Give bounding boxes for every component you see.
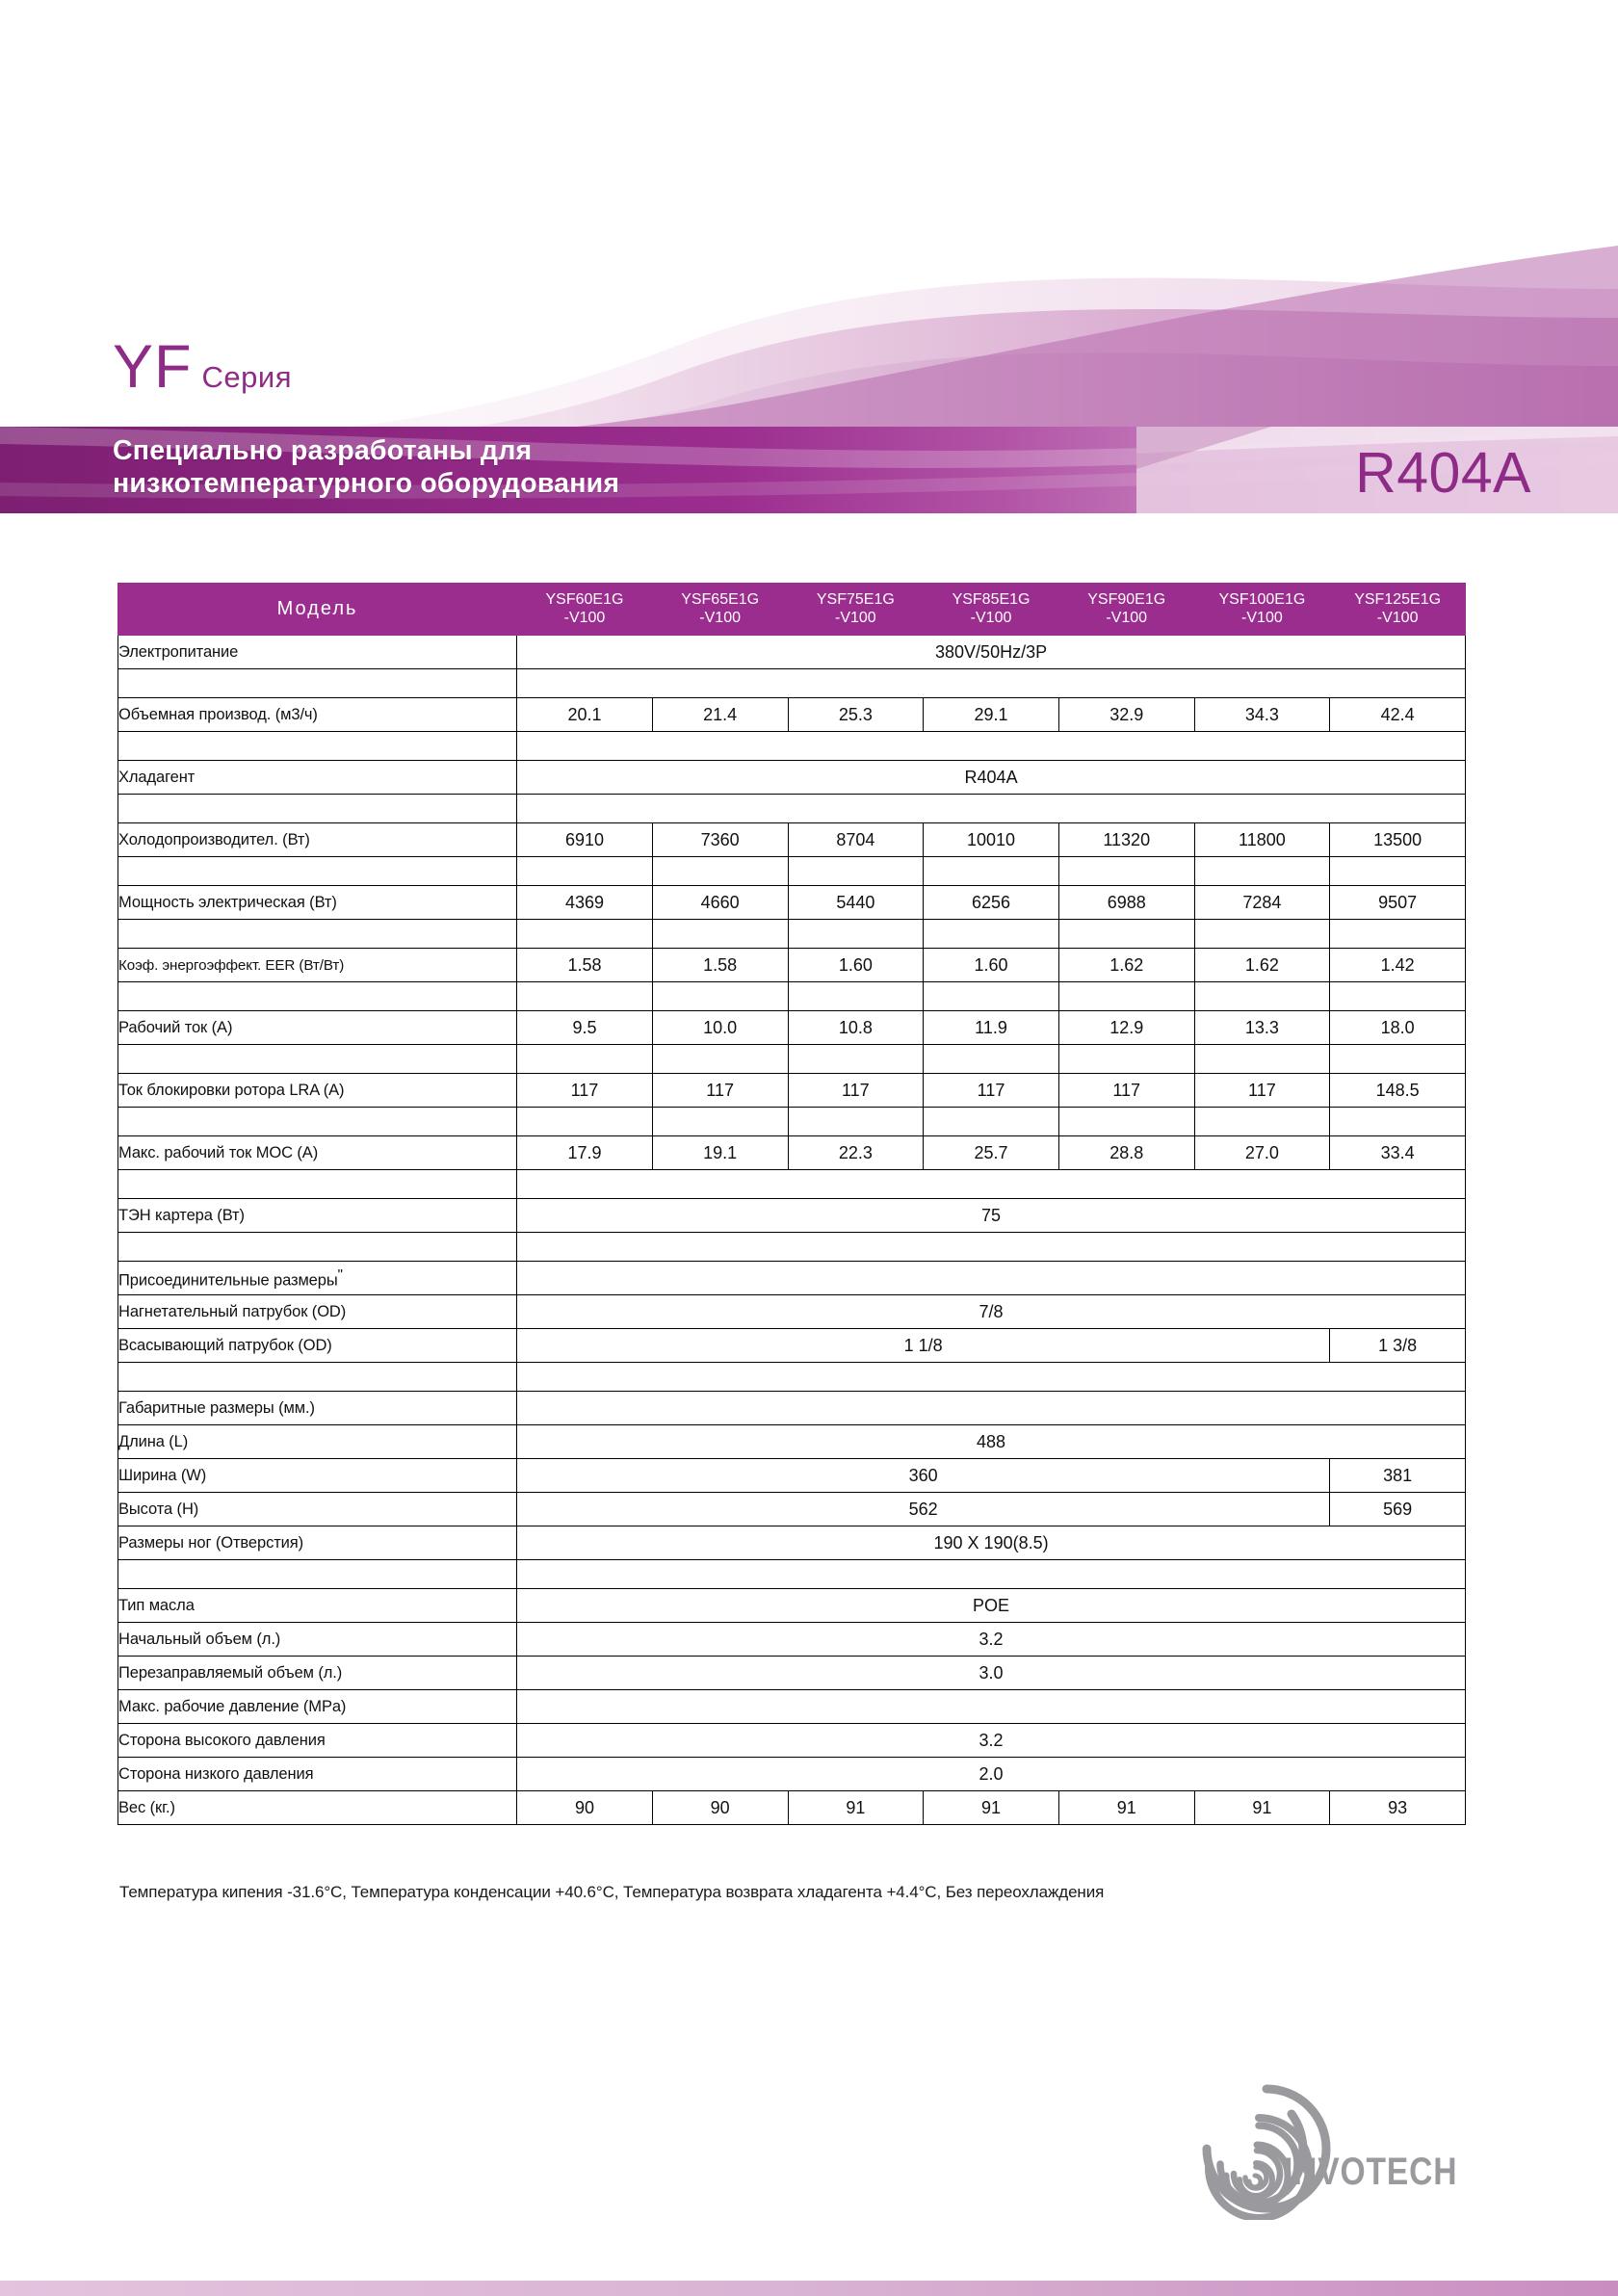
row-spacer xyxy=(118,982,1466,1011)
tagline-line-1: Специально разработаны для xyxy=(113,435,533,466)
cell: 10.0 xyxy=(652,1011,788,1045)
cell: 22.3 xyxy=(788,1136,924,1170)
cell: 6910 xyxy=(517,823,653,857)
cell: 7360 xyxy=(652,823,788,857)
spacer-cell xyxy=(517,1108,653,1136)
cell: 1.42 xyxy=(1330,949,1466,982)
conditions-footnote: Температура кипения -31.6°C, Температура конденсации +40.6°C, Температура возврата хладагента +4.4°C, Без переохлаждения xyxy=(119,1883,1105,1901)
row-value-merged-6: 562 xyxy=(517,1493,1330,1526)
cell: 4369 xyxy=(517,886,653,920)
cell: 27.0 xyxy=(1194,1136,1330,1170)
cell: 1.62 xyxy=(1194,949,1330,982)
refrigerant-badge: R404A xyxy=(1355,441,1531,505)
row-power-input xyxy=(118,886,1466,920)
row-value-merged: 190 X 190(8.5) xyxy=(517,1526,1466,1560)
cell: 4660 xyxy=(652,886,788,920)
cell: 32.9 xyxy=(1058,698,1194,732)
row-value-merged: 2.0 xyxy=(517,1758,1466,1791)
header-model-label: Модель xyxy=(118,584,517,636)
row-high-pressure-side xyxy=(118,1724,1466,1758)
specification-table xyxy=(117,583,1466,1825)
row-label: Макс. рабочий ток MOC (А) xyxy=(118,1136,517,1170)
row-value-merged: POE xyxy=(517,1589,1466,1623)
row-spacer xyxy=(118,920,1466,949)
row-label: Рабочий ток (А) xyxy=(118,1011,517,1045)
bottom-stripe xyxy=(0,2271,1618,2296)
spacer-value xyxy=(517,732,1466,761)
cell: 117 xyxy=(1058,1074,1194,1108)
row-weight xyxy=(118,1791,1466,1825)
row-value-merged xyxy=(517,1392,1466,1425)
cell: 19.1 xyxy=(652,1136,788,1170)
row-label: Электропитание xyxy=(118,636,517,669)
row-power-supply xyxy=(118,636,1466,669)
row-running-current xyxy=(118,1011,1466,1045)
spacer-cell xyxy=(652,1108,788,1136)
row-oil-type xyxy=(118,1589,1466,1623)
logo-wordmark: INVOTECH xyxy=(1284,2151,1458,2193)
row-label: Макс. рабочие давление (MPa) xyxy=(118,1690,517,1724)
cell: 25.3 xyxy=(788,698,924,732)
row-label: Ширина (W) xyxy=(118,1459,517,1493)
header-model-0: YSF60E1G -V100 xyxy=(517,584,653,636)
cell: 11.9 xyxy=(924,1011,1059,1045)
row-discharge-port xyxy=(118,1295,1466,1329)
inch-mark: " xyxy=(337,1265,343,1283)
row-crankcase-heater xyxy=(118,1199,1466,1233)
spacer-cell xyxy=(1058,1045,1194,1074)
row-label: Объемная производ. (м3/ч) xyxy=(118,698,517,732)
cell: 117 xyxy=(788,1074,924,1108)
cell: 12.9 xyxy=(1058,1011,1194,1045)
spacer-value xyxy=(517,1363,1466,1392)
spacer-cell xyxy=(1058,920,1194,949)
row-label xyxy=(118,1262,517,1295)
row-spacer xyxy=(118,1108,1466,1136)
cell: 117 xyxy=(652,1074,788,1108)
row-value-merged: 75 xyxy=(517,1199,1466,1233)
row-displacement xyxy=(118,698,1466,732)
row-label: Перезаправляемый объем (л.) xyxy=(118,1657,517,1690)
spacer-cell xyxy=(652,857,788,886)
cell: 34.3 xyxy=(1194,698,1330,732)
series-word: Серия xyxy=(201,360,292,394)
row-value-merged: 488 xyxy=(517,1425,1466,1459)
cell: 1.58 xyxy=(517,949,653,982)
spacer-cell xyxy=(517,857,653,886)
spacer-cell xyxy=(1058,1108,1194,1136)
row-locked-rotor-current xyxy=(118,1074,1466,1108)
row-value-last: 569 xyxy=(1330,1493,1466,1526)
cell: 91 xyxy=(924,1791,1059,1825)
cell: 11800 xyxy=(1194,823,1330,857)
row-connections-heading xyxy=(118,1262,1466,1295)
spacer-cell xyxy=(652,920,788,949)
spacer-cell xyxy=(788,1045,924,1074)
cell: 1.60 xyxy=(788,949,924,982)
series-title-block xyxy=(113,333,292,401)
row-low-pressure-side xyxy=(118,1758,1466,1791)
row-feet-dimensions xyxy=(118,1526,1466,1560)
cell: 1.62 xyxy=(1058,949,1194,982)
row-value-merged: 7/8 xyxy=(517,1295,1466,1329)
row-value-merged: R404A xyxy=(517,761,1466,795)
spacer-value xyxy=(517,669,1466,698)
spacer-cell xyxy=(652,982,788,1011)
row-label: Всасывающий патрубок (OD) xyxy=(118,1329,517,1363)
row-value-last: 381 xyxy=(1330,1459,1466,1493)
cell: 1.58 xyxy=(652,949,788,982)
header-model-2: YSF75E1G -V100 xyxy=(788,584,924,636)
row-label: Длина (L) xyxy=(118,1425,517,1459)
cell: 1.60 xyxy=(924,949,1059,982)
cell: 10010 xyxy=(924,823,1059,857)
row-label: Хладагент xyxy=(118,761,517,795)
row-spacer xyxy=(118,795,1466,823)
row-spacer xyxy=(118,1560,1466,1589)
cell: 21.4 xyxy=(652,698,788,732)
cell: 117 xyxy=(924,1074,1059,1108)
spacer-cell xyxy=(652,1045,788,1074)
row-spacer xyxy=(118,857,1466,886)
cell: 9.5 xyxy=(517,1011,653,1045)
spacer-cell xyxy=(517,982,653,1011)
spacer-cell xyxy=(1330,982,1466,1011)
cell: 33.4 xyxy=(1330,1136,1466,1170)
cell: 11320 xyxy=(1058,823,1194,857)
cell: 6988 xyxy=(1058,886,1194,920)
header-model-5: YSF100E1G -V100 xyxy=(1194,584,1330,636)
spacer-label xyxy=(118,669,517,698)
cell: 6256 xyxy=(924,886,1059,920)
row-spacer xyxy=(118,669,1466,698)
row-width xyxy=(118,1459,1466,1493)
spacer-label xyxy=(118,795,517,823)
row-label: Сторона высокого давления xyxy=(118,1724,517,1758)
row-dimensions-heading xyxy=(118,1392,1466,1425)
cell: 10.8 xyxy=(788,1011,924,1045)
row-label: Холодопроизводител. (Вт) xyxy=(118,823,517,857)
spacer-cell xyxy=(924,1045,1059,1074)
row-spacer xyxy=(118,732,1466,761)
row-oil-recharge xyxy=(118,1657,1466,1690)
row-label: Начальный объем (л.) xyxy=(118,1623,517,1657)
cell: 13500 xyxy=(1330,823,1466,857)
spacer-cell xyxy=(924,920,1059,949)
spiral-icon xyxy=(1170,2075,1363,2220)
row-length xyxy=(118,1425,1466,1459)
header-model-3: YSF85E1G -V100 xyxy=(924,584,1059,636)
header-model-4: YSF90E1G -V100 xyxy=(1058,584,1194,636)
row-oil-initial-charge xyxy=(118,1623,1466,1657)
row-label: ТЭН картера (Вт) xyxy=(118,1199,517,1233)
row-value-merged: 3.2 xyxy=(517,1724,1466,1758)
row-value-merged xyxy=(517,1262,1466,1295)
specification-table-wrapper xyxy=(117,583,1466,1825)
cell: 93 xyxy=(1330,1791,1466,1825)
cell: 91 xyxy=(1058,1791,1194,1825)
spacer-cell xyxy=(1330,1045,1466,1074)
spacer-value xyxy=(517,1233,1466,1262)
spacer-label xyxy=(118,1233,517,1262)
cell: 17.9 xyxy=(517,1136,653,1170)
cell: 117 xyxy=(1194,1074,1330,1108)
row-value-merged: 380V/50Hz/3P xyxy=(517,636,1466,669)
row-label: Сторона низкого давления xyxy=(118,1758,517,1791)
cell: 5440 xyxy=(788,886,924,920)
row-label: Коэф. энергоэффект. EER (Вт/Вт) xyxy=(118,949,517,982)
cell: 7284 xyxy=(1194,886,1330,920)
table-header-row xyxy=(118,584,1466,636)
row-spacer xyxy=(118,1233,1466,1262)
row-spacer xyxy=(118,1045,1466,1074)
spacer-cell xyxy=(788,920,924,949)
cell: 117 xyxy=(517,1074,653,1108)
row-label: Тип масла xyxy=(118,1589,517,1623)
spacer-cell xyxy=(1194,920,1330,949)
cell: 9507 xyxy=(1330,886,1466,920)
spacer-label xyxy=(118,1170,517,1199)
cell: 28.8 xyxy=(1058,1136,1194,1170)
spacer-cell xyxy=(517,1045,653,1074)
cell: 91 xyxy=(788,1791,924,1825)
row-label: Вес (кг.) xyxy=(118,1791,517,1825)
row-spacer xyxy=(118,1363,1466,1392)
cell: 42.4 xyxy=(1330,698,1466,732)
row-max-operating-current xyxy=(118,1136,1466,1170)
spacer-cell xyxy=(1058,857,1194,886)
tagline-line-2: низкотемпературного оборудования xyxy=(113,467,620,499)
cell: 148.5 xyxy=(1330,1074,1466,1108)
spacer-value xyxy=(517,1170,1466,1199)
header-model-6: YSF125E1G -V100 xyxy=(1330,584,1466,636)
cell: 91 xyxy=(1194,1791,1330,1825)
row-label: Нагнетательный патрубок (OD) xyxy=(118,1295,517,1329)
spacer-cell xyxy=(924,857,1059,886)
row-height xyxy=(118,1493,1466,1526)
spacer-cell xyxy=(517,920,653,949)
row-value-merged-6: 1 1/8 xyxy=(517,1329,1330,1363)
spacer-cell xyxy=(788,857,924,886)
spacer-cell xyxy=(788,982,924,1011)
spacer-label xyxy=(118,982,517,1011)
spacer-cell xyxy=(1330,1108,1466,1136)
spacer-label xyxy=(118,1363,517,1392)
spacer-cell xyxy=(1194,1045,1330,1074)
spacer-label xyxy=(118,1045,517,1074)
banner-tagline xyxy=(113,435,619,500)
spacer-cell xyxy=(1194,1108,1330,1136)
row-suction-port xyxy=(118,1329,1466,1363)
header-model-1: YSF65E1G -V100 xyxy=(652,584,788,636)
spacer-cell xyxy=(1194,857,1330,886)
row-eer xyxy=(118,949,1466,982)
row-spacer xyxy=(118,1170,1466,1199)
spacer-label xyxy=(118,920,517,949)
cell: 29.1 xyxy=(924,698,1059,732)
row-value-merged xyxy=(517,1690,1466,1724)
row-cooling-capacity xyxy=(118,823,1466,857)
cell: 25.7 xyxy=(924,1136,1059,1170)
row-label: Размеры ног (Отверстия) xyxy=(118,1526,517,1560)
spacer-label xyxy=(118,732,517,761)
row-label: Мощность электрическая (Вт) xyxy=(118,886,517,920)
spacer-value xyxy=(517,795,1466,823)
row-label: Габаритные размеры (мм.) xyxy=(118,1392,517,1425)
row-label: Высота (H) xyxy=(118,1493,517,1526)
spacer-cell xyxy=(1330,920,1466,949)
row-value-merged-6: 360 xyxy=(517,1459,1330,1493)
row-value-last: 1 3/8 xyxy=(1330,1329,1466,1363)
spacer-label xyxy=(118,1108,517,1136)
spacer-value xyxy=(517,1560,1466,1589)
cell: 90 xyxy=(517,1791,653,1825)
row-value-merged: 3.0 xyxy=(517,1657,1466,1690)
spacer-cell xyxy=(1330,857,1466,886)
row-value-merged: 3.2 xyxy=(517,1623,1466,1657)
row-refrigerant xyxy=(118,761,1466,795)
spacer-cell xyxy=(924,1108,1059,1136)
connections-label-text: Присоединительные размеры xyxy=(118,1271,338,1290)
cell: 20.1 xyxy=(517,698,653,732)
spacer-label xyxy=(118,857,517,886)
series-code: YF xyxy=(113,333,193,401)
cell: 90 xyxy=(652,1791,788,1825)
spacer-cell xyxy=(788,1108,924,1136)
spacer-label xyxy=(118,1560,517,1589)
cell: 8704 xyxy=(788,823,924,857)
cell: 18.0 xyxy=(1330,1011,1466,1045)
invotech-logo xyxy=(1170,2075,1488,2220)
spacer-cell xyxy=(924,982,1059,1011)
row-max-pressure-heading xyxy=(118,1690,1466,1724)
row-label: Ток блокировки ротора LRA (А) xyxy=(118,1074,517,1108)
spacer-cell xyxy=(1058,982,1194,1011)
cell: 13.3 xyxy=(1194,1011,1330,1045)
spacer-cell xyxy=(1194,982,1330,1011)
